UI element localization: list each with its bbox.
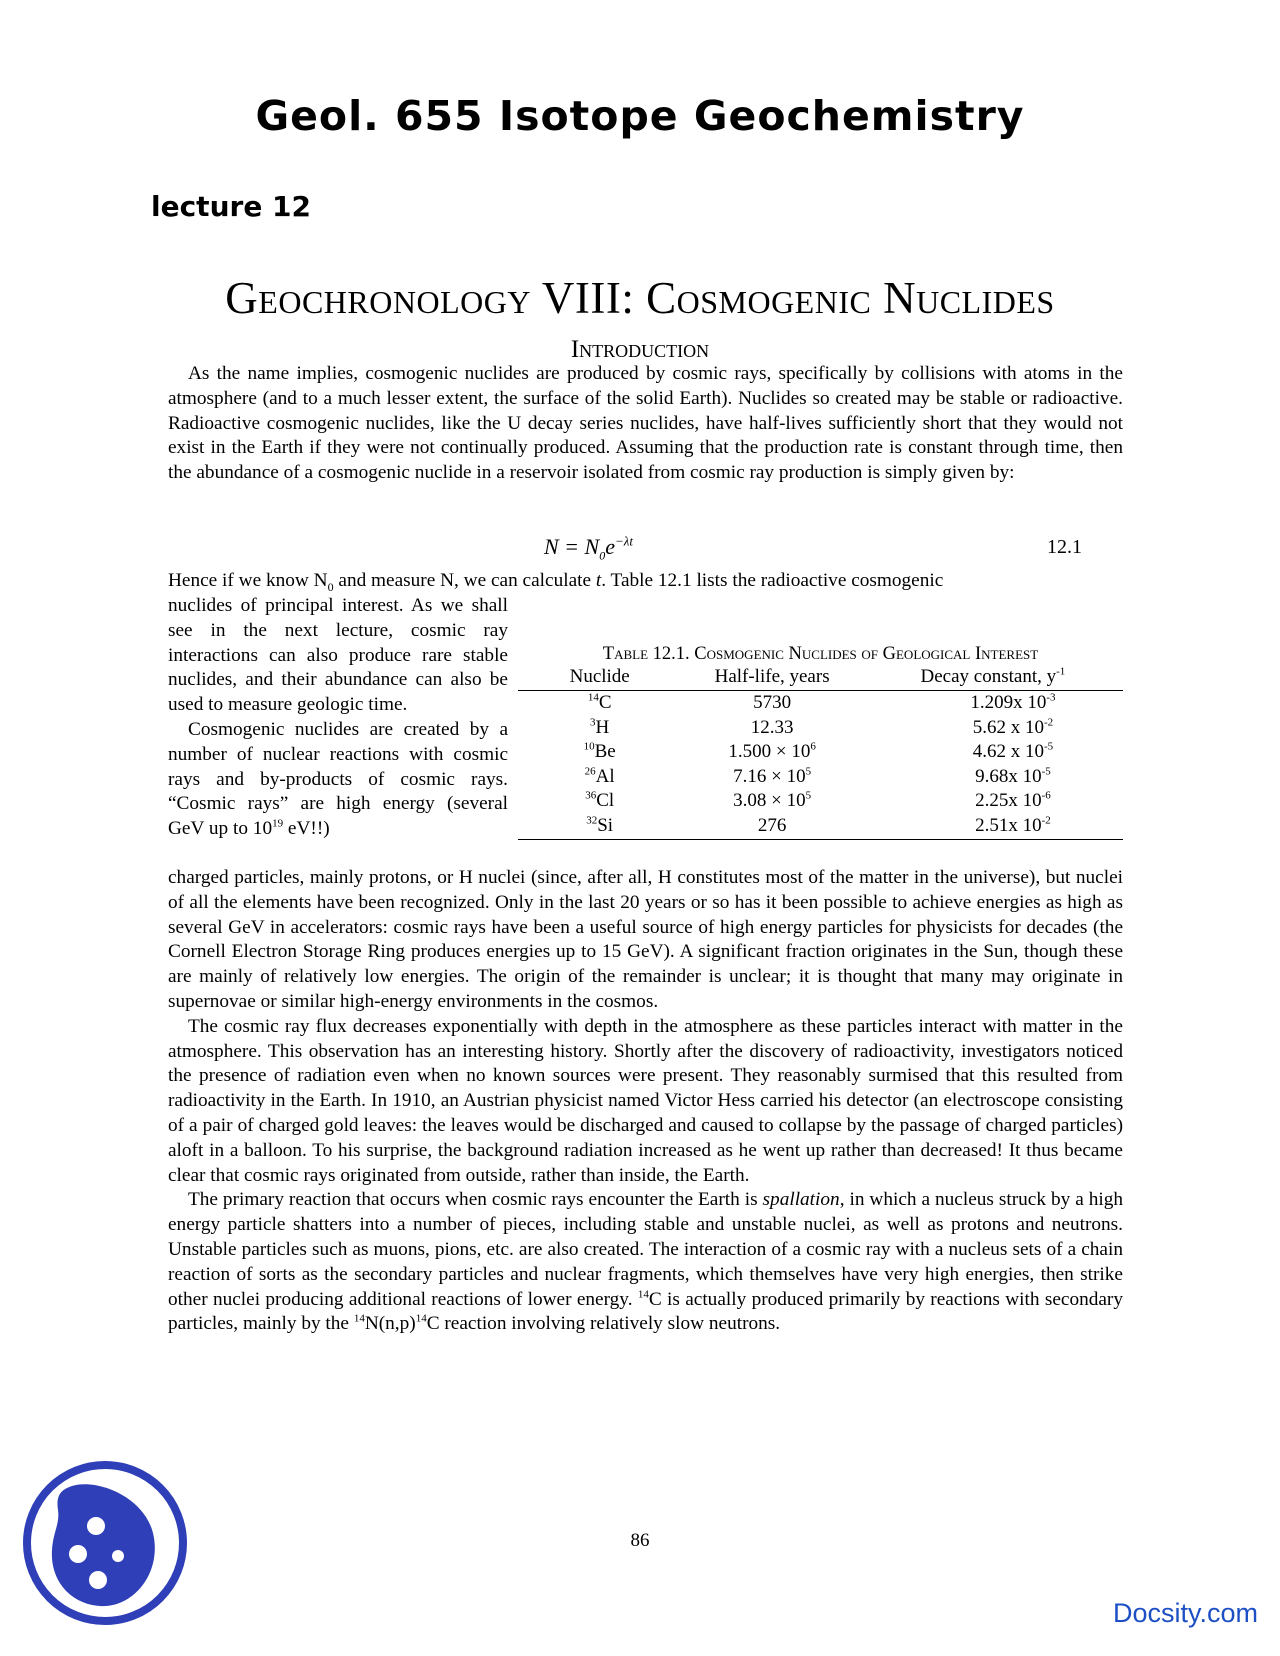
intro-paragraph-block (168, 362, 1123, 486)
cell-half-life: $1.500 \times 10^6$ (728, 740, 816, 763)
left-column-text (168, 594, 508, 842)
header-decay-constant: Decay constant, $y^{-1}$ (863, 666, 1123, 691)
continuation-paragraph: charged particles, mainly protons, or H nuclei (since, after all, H constitutes most of the matter in the universe), but nuclei of all the elements have been recognized. Only in the last 20 years or so has it been possible to achieve energies as high as several GeV in accelerators: cosmic rays have been a useful source of high energy particles for physicists for decades (the Cornell Electron Storage Ring produces energies up to 15 GeV). A significant fraction originates in the Sun, though these are mainly of relatively low energies. The origin of the remainder is unclear; it is thought that many may originate in supernovae or similar high-energy environments in the cosmos. (168, 867, 1123, 1012)
cell-half-life: 12.33 (750, 716, 794, 738)
header-nuclide: Nuclide (518, 666, 681, 691)
table-row (518, 789, 1123, 814)
main-text-block (168, 866, 1123, 1337)
cell-decay-constant: 9.68x $10^{-5}$ (975, 765, 1051, 787)
cell-nuclide: $^3$H (590, 716, 610, 738)
cell-half-life: 5730 (753, 692, 792, 713)
course-title: Geol. 655 Isotope Geochemistry (255, 92, 1025, 140)
cell-nuclide: $^{10}$Be (583, 740, 616, 763)
spallation-paragraph: The primary reaction that occurs when cosmic rays encounter the Earth is spallation, in which a nucleus struck by a high energy particle shatters into a number of pieces, including stable and unstable nuclei, as well as protons and neutrons. Unstable particles such as muons, pions, etc. are also created. The interaction of a cosmic ray with a nucleus sets of a chain reaction of sorts as the secondary particles and nuclear fragments, which themselves have very high energies, then strike other nuclei producing additional reactions of lower energy. $^{14}$C is actually produced primarily by reactions with secondary particles, mainly by the $^{14}N(n,p)^{14}C$ reaction involving relatively slow neutrons. (168, 1189, 1123, 1335)
cell-decay-constant: 4.62 x $10^{-5}$ (972, 740, 1054, 763)
flux-paragraph: The cosmic ray flux decreases exponentially with depth in the atmosphere as these particles interact with matter in the atmosphere. This observation has an interesting history. Shortly after the discovery of radioactivity, investigators noticed the presence of radiation even when no known sources were present. They reasonably surmised that this resulted from radioactivity in the Earth. In 1910, an Austrian physicist named Victor Hess carried his detector (an electroscope consisting of a pair of charged gold leaves: the leaves would be discharged and caused to collapse by the passage of charged particles) aloft in a balloon. To his surprise, the background radiation increased as he went up rather than decreased! It thus became clear that cosmic rays originated from outside, rather than inside, the Earth. (168, 1015, 1123, 1186)
section-title: Introduction (570, 336, 710, 363)
equation-formula: $N = N_0e^{-\lambda t}$ (544, 533, 633, 563)
cell-decay-constant: 1.209x $10^{-3}$ (970, 691, 1056, 713)
header-half-life: Half-life, years (681, 666, 863, 691)
cell-decay-constant: 2.25x $10^{-6}$ (975, 790, 1051, 812)
nuclide-table (518, 666, 1123, 840)
chapter-title: Geochronology VIII: Cosmogenic Nuclides (225, 273, 1055, 323)
intro-paragraph: As the name implies, cosmogenic nuclides are produced by cosmic rays, specifically by collisions with atoms in the atmosphere (and to a much lesser extent, the surface of the solid Earth). Nuclides so created may be stable or radioactive. Radioactive cosmogenic nuclides, like the U decay series nuclides, have half-lives sufficiently short that they would not exist in the Earth if they were not continually produced. Assuming that the production rate is constant through time, then the abundance of a cosmogenic nuclide in a reservoir isolated from cosmic ray production is simply given by: (168, 363, 1123, 484)
table-row (518, 740, 1123, 765)
docsity-watermark[interactable]: Docsity.com (1112, 1598, 1258, 1628)
cell-half-life: $3.08 \times 10^5$ (733, 790, 812, 812)
table-header-row (518, 666, 1123, 691)
equation-12-1 (0, 534, 1280, 564)
table-row (518, 765, 1123, 790)
left-column-paragraph-1: nuclides of principal interest. As we shall see in the next lecture, cosmic ray interactions can also produce rare stable nuclides, and their abundance can also be used to measure geologic time. (168, 595, 508, 716)
table-row (518, 716, 1123, 741)
cell-nuclide: $^{32}$Si (518, 814, 681, 839)
cell-half-life: 276 (681, 814, 863, 839)
docsity-logo-icon (20, 1458, 190, 1628)
cell-half-life: $7.16 \times 10^5$ (733, 765, 812, 787)
left-column-paragraph-2: Cosmogenic nuclides are created by a number of nuclear reactions with cosmic rays and by-products of cosmic rays. “Cosmic rays” are high energy (several GeV up to $10^{19}$ eV!!) (168, 718, 508, 840)
cell-decay-constant: 5.62 x $10^{-2}$ (972, 716, 1054, 738)
hence-line: Hence if we know $N_0$ and measure N, we can calculate t. Table 12.1 lists the radioactive cosmogenic (168, 570, 944, 594)
equation-number: 12.1 (1047, 536, 1082, 558)
table-12-1 (518, 642, 1123, 840)
table-caption: Table 12.1. Cosmogenic Nuclides of Geological Interest (602, 644, 1039, 664)
page-number: 86 (630, 1530, 650, 1551)
cell-nuclide: $^{26}$Al (584, 765, 615, 787)
hence-line-block (168, 569, 1123, 594)
cell-decay-constant: 2.51x $10^{-2}$ (863, 814, 1123, 839)
table-row (518, 691, 1123, 716)
table-row (518, 814, 1123, 839)
cell-nuclide: $^{36}$Cl (585, 790, 615, 812)
lecture-label: lecture 12 (151, 190, 312, 223)
cell-nuclide: $^{14}$C (587, 691, 612, 713)
